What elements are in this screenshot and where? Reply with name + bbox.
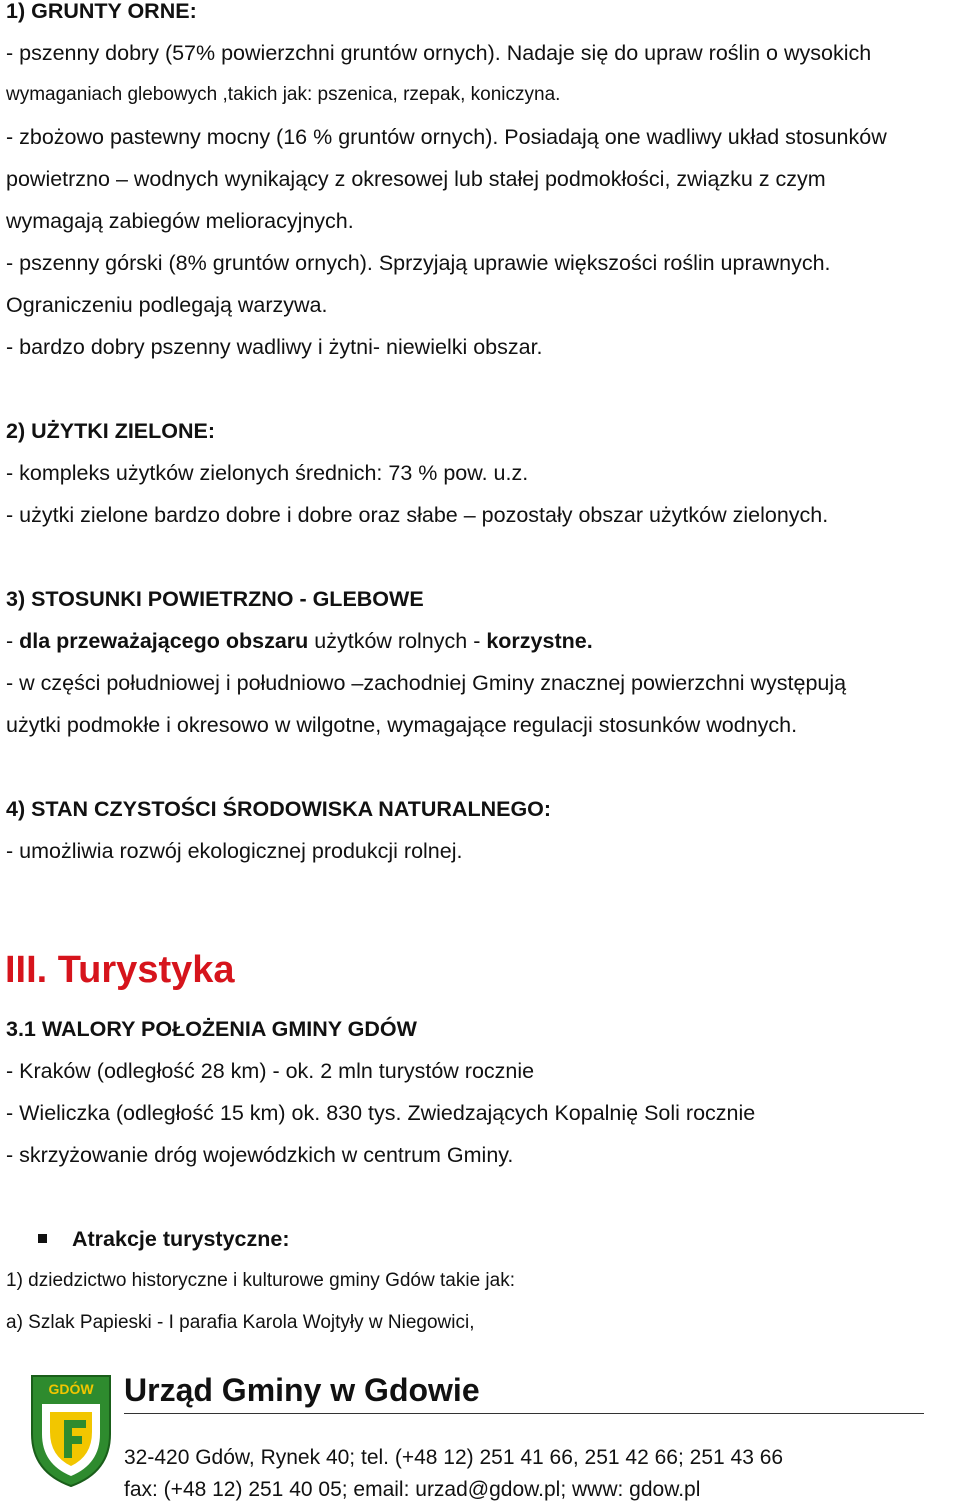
chapter-title: III. Turystyka: [5, 949, 235, 991]
text-line: wymagają zabiegów melioracyjnych.: [6, 209, 354, 233]
text-line: - skrzyżowanie dróg wojewódzkich w centrum Gminy.: [6, 1143, 514, 1167]
text-line: - kompleks użytków zielonych średnich: 73 % pow. u.z.: [6, 461, 529, 485]
section-1-heading: 1) GRUNTY ORNE:: [6, 0, 197, 23]
square-bullet-icon: [38, 1234, 47, 1243]
logo-text: GDÓW: [48, 1381, 94, 1397]
section-3-heading: 3) STOSUNKI POWIETRZNO - GLEBOWE: [6, 587, 424, 611]
text-line: - w części południowej i południowo –zachodniej Gminy znacznej powierzchni występują: [6, 671, 847, 695]
text-line: wymaganiach glebowych ,takich jak: pszenica, rzepak, koniczyna.: [6, 84, 561, 105]
text-line: Ograniczeniu podlegają warzywa.: [6, 293, 328, 317]
text-span-bold: korzystne.: [486, 629, 593, 653]
text-line: 1) dziedzictwo historyczne i kulturowe gminy Gdów takie jak:: [6, 1270, 515, 1291]
section-4-heading: 4) STAN CZYSTOŚCI ŚRODOWISKA NATURALNEGO:: [6, 797, 552, 821]
text-line: powietrzno – wodnych wynikający z okresowej lub stałej podmokłości, związku z czym: [6, 167, 826, 191]
attractions-heading-text: Atrakcje turystyczne:: [72, 1227, 290, 1251]
attractions-heading: [0, 1224, 289, 1254]
gdow-coat-of-arms-logo: [28, 1372, 114, 1490]
text-line: - bardzo dobry pszenny wadliwy i żytni- niewielki obszar.: [6, 335, 543, 359]
text-line: użytki podmokłe i okresowo w wilgotne, wymagające regulacji stosunków wodnych.: [6, 713, 798, 737]
text-line: - zbożowo pastewny mocny (16 % gruntów ornych). Posiadają one wadliwy układ stosunków: [6, 125, 887, 149]
text-line: [6, 626, 593, 656]
text-line: - Kraków (odległość 28 km) - ok. 2 mln turystów rocznie: [6, 1059, 535, 1083]
text-line: - użytki zielone bardzo dobre i dobre oraz słabe – pozostały obszar użytków zielonych.: [6, 503, 829, 527]
text-line: - pszenny dobry (57% powierzchni gruntów ornych). Nadaje się do upraw roślin o wysokich: [6, 41, 872, 65]
text-line: - Wieliczka (odległość 15 km) ok. 830 tys. Zwiedzających Kopalnię Soli rocznie: [6, 1101, 756, 1125]
footer-contact: fax: (+48 12) 251 40 05; email: urzad@gdow.pl; www: gdow.pl: [124, 1478, 701, 1501]
footer-address: 32-420 Gdów, Rynek 40; tel. (+48 12) 251 41 66, 251 42 66; 251 43 66: [124, 1446, 784, 1469]
text-line: - umożliwia rozwój ekologicznej produkcji rolnej.: [6, 839, 463, 863]
footer-divider: [124, 1413, 924, 1414]
text-span-bold: dla przeważającego obszaru: [19, 629, 309, 653]
text-line: a) Szlak Papieski - I parafia Karola Wojtyły w Niegowici,: [6, 1312, 475, 1333]
footer-title: Urząd Gminy w Gdowie: [124, 1372, 480, 1408]
text-span: -: [6, 629, 20, 653]
section-3-1-heading: 3.1 WALORY POŁOŻENIA GMINY GDÓW: [6, 1017, 417, 1041]
section-2-heading: 2) UŻYTKI ZIELONE:: [6, 419, 216, 443]
text-line: - pszenny górski (8% gruntów ornych). Sprzyjają uprawie większości roślin uprawnych.: [6, 251, 831, 275]
text-span: użytków rolnych -: [308, 629, 487, 653]
